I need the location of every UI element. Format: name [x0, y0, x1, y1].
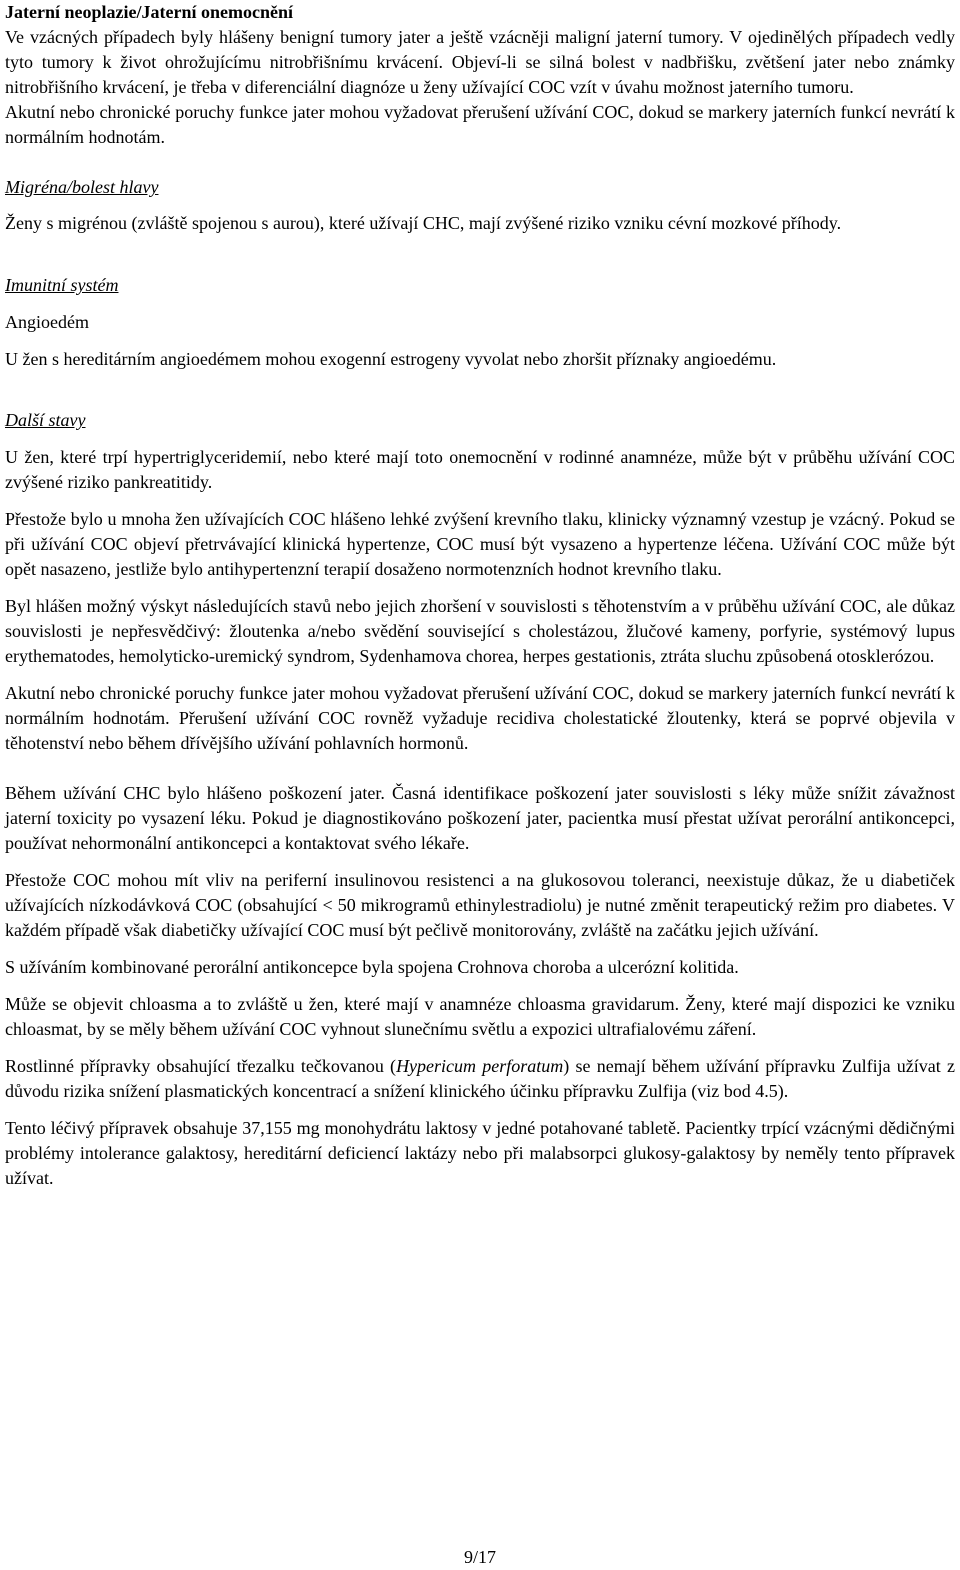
paragraph-st-johns-wort	[5, 1054, 955, 1104]
paragraph-lactose: Tento léčivý přípravek obsahuje 37,155 mg monohydrátu laktosy v jedné potahované tabletě. Pacientky trpící vzácnými dědičnými problémy intolerance galaktosy, hereditární deficiencí laktázy nebo při malabsorpci glukosy-galaktosy by neměly tento přípravek užívat.	[5, 1118, 955, 1188]
paragraph-chloasma: Může se objevit chloasma a to zvláště u žen, které mají v anamnéze chloasma gravidarum. Ženy, které mají dispozici ke vzniku chloasmat, by se měly během užívání COC vyhnout slunečnímu světlu a expozici ultrafialovému záření.	[5, 994, 955, 1039]
heading-immune-system: Imunitní systém	[5, 275, 119, 295]
subheading-angioedema: Angioedém	[5, 312, 89, 332]
st-johns-wort-text-before: Rostlinné přípravky obsahující třezalku tečkovanou (	[5, 1056, 397, 1076]
document-page	[5, 0, 955, 1191]
heading-other-conditions: Další stavy	[5, 410, 86, 430]
paragraph-liver-tumors: Ve vzácných případech byly hlášeny benigní tumory jater a ještě vzácněji maligní jaterní tumory. V ojedinělých případech vedly tyto tumory k život ohrožujícímu nitrobřišnímu krvácení. Objeví-li se silná bolest v nadbřišku, zvětšení jater nebo známky nitrobřišního krvácení, je třeba v diferenciální diagnóze u ženy užívající COC vzít v úvahu možnost jaterního tumoru.	[5, 27, 955, 97]
paragraph-migraine: Ženy s migrénou (zvláště spojenou s aurou), které užívají CHC, mají zvýšené riziko vzniku cévní mozkové příhody.	[5, 213, 842, 233]
paragraph-crohn: S užíváním kombinované perorální antikoncepce byla spojena Crohnova choroba a ulcerózní kolitida.	[5, 957, 739, 977]
paragraph-pancreatitis: U žen, které trpí hypertriglyceridemií, nebo které mají toto onemocnění v rodinné anamnéze, může být v průběhu užívání COC zvýšené riziko pankreatitidy.	[5, 447, 955, 492]
paragraph-liver-damage: Během užívání CHC bylo hlášeno poškození jater. Časná identifikace poškození jater souvislosti s léky může snížit závažnost jaterní toxicity po vysazení léku. Pokud je diagnostikováno poškození jater, pacientka musí přestat užívat perorální antikoncepci, používat nehormonální antikoncepci a kontaktovat svého lékaře.	[5, 783, 955, 853]
section-title-liver: Jaterní neoplazie/Jaterní onemocnění	[5, 2, 293, 22]
paragraph-diabetes: Přestože COC mohou mít vliv na periferní insulinovou resistenci a na glukosovou toleranci, neexistuje důkaz, že u diabetiček užívajících nízkodávková COC (obsahující < 50 mikrogramů ethinylestradiolu) je nutné změnit terapeutický režim pro diabetes. V každém případě však diabetičky užívající COC musí být pečlivě monitorovány, zvláště na začátku jejich užívání.	[5, 870, 955, 940]
paragraph-pregnancy-conditions: Byl hlášen možný výskyt následujících stavů nebo jejich zhoršení v souvislosti s těhotenstvím a v průběhu užívání COC, ale důkaz souvislosti je nepřesvědčivý: žloutenka a/nebo svědění související s cholestázou, žlučové kameny, porfyrie, systémový lupus erythematodes, hemolyticko-uremický syndrom, Sydenhamova chorea, herpes gestationis, ztráta sluchu způsobená otosklerózou.	[5, 596, 955, 666]
paragraph-liver-function: Akutní nebo chronické poruchy funkce jater mohou vyžadovat přerušení užívání COC, dokud se markery jaterních funkcí nevrátí k normálním hodnotám.	[5, 102, 955, 147]
st-johns-wort-text-after: ) se nemají během užívání přípravku Zulfija užívat z důvodu rizika snížení plasmatických koncentrací a snížení klinického účinku přípravku Zulfija (viz bod 4.5).	[5, 1056, 955, 1101]
paragraph-blood-pressure: Přestože bylo u mnoha žen užívajících COC hlášeno lehké zvýšení krevního tlaku, klinicky významný vzestup je vzácný. Pokud se při užívání COC objeví přetrvávající klinická hypertenze, COC musí být vysazeno a hypertenze léčena. Užívání COC může být opět nasazeno, jestliže bylo antihypertenzní terapií dosaženo normotenzních hodnot krevního tlaku.	[5, 509, 955, 579]
hypericum-latin-name: Hypericum perforatum	[396, 1056, 564, 1076]
paragraph-angioedema: U žen s hereditárním angioedémem mohou exogenní estrogeny vyvolat nebo zhoršit příznaky angioedému.	[5, 349, 777, 369]
heading-migraine: Migréna/bolest hlavy	[5, 177, 159, 197]
paragraph-liver-function-2: Akutní nebo chronické poruchy funkce jater mohou vyžadovat přerušení užívání COC, dokud se markery jaterních funkcí nevrátí k normálním hodnotám. Přerušení užívání COC rovněž vyžaduje recidiva cholestatické žloutenky, která se poprvé objevila v těhotenství nebo během dřívějšího užívání pohlavních hormonů.	[5, 683, 955, 753]
page-number: 9/17	[463, 1547, 496, 1567]
